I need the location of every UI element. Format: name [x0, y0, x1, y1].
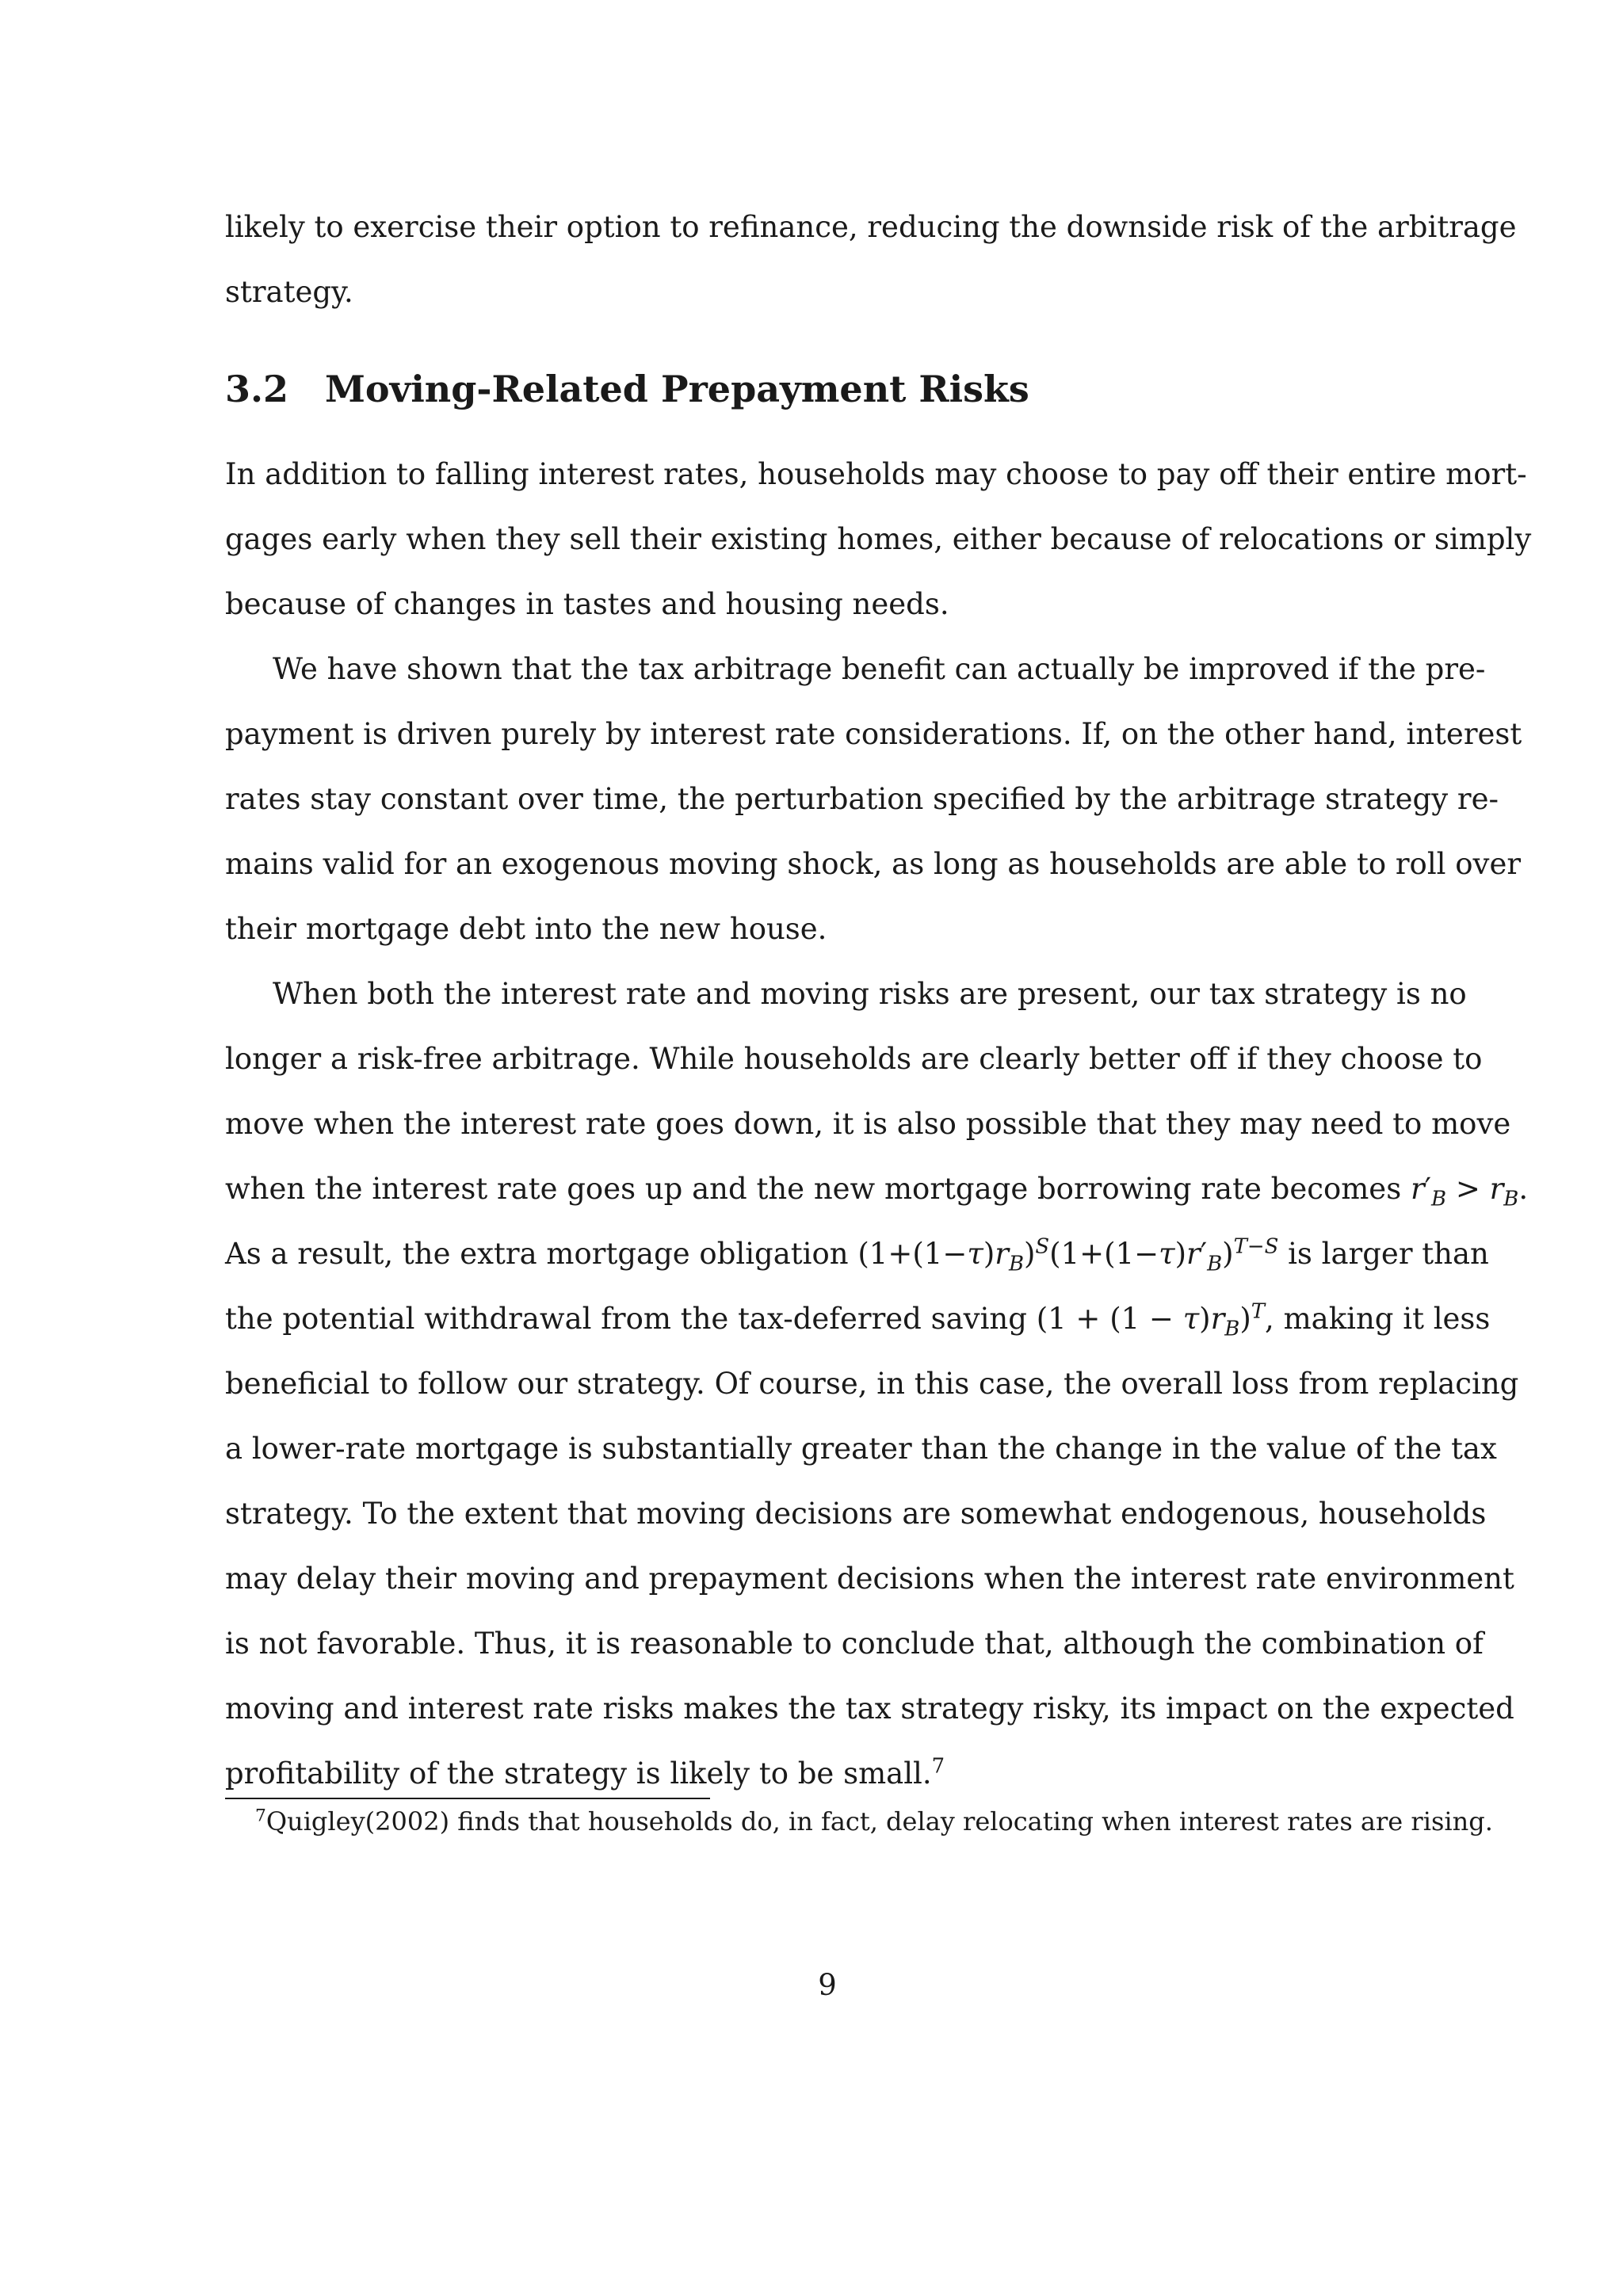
text-span: when the interest rate goes up and the new mortgage borrowing rate becomes [225, 1172, 1411, 1206]
text-line: When both the interest rate and moving risks are present, our tax strategy is no [273, 977, 1467, 1011]
text-line: because of changes in tastes and housing needs. [225, 587, 949, 621]
text-line: a lower-rate mortgage is substantially greater than the change in the value of the tax [225, 1432, 1497, 1466]
text-line: payment is driven purely by interest rate considerations. If, on the other hand, interest [225, 717, 1522, 751]
paper-page [225, 0, 1532, 2296]
footnote-rule [225, 1798, 710, 1799]
text-line-with-math [225, 1172, 1529, 1211]
inline-math: $(1 + (1 - \tau)r_B)^T$ [1036, 1299, 1266, 1341]
text-line: their mortgage debt into the new house. [225, 912, 827, 946]
inline-math: $(1+(1-\tau)r_B)^S(1+(1-\tau)r'_B)^{T-S}$ [857, 1234, 1279, 1276]
section-heading [225, 368, 1029, 410]
text-line: longer a risk-free arbitrage. While households are clearly better off if they choose to [225, 1042, 1483, 1076]
text-line-with-math [225, 1234, 1489, 1276]
text-line: rates stay constant over time, the perturbation specified by the arbitrage strategy re- [225, 782, 1499, 816]
text-line: We have shown that the tax arbitrage benefit can actually be improved if the pre- [273, 652, 1486, 686]
page-number: 9 [818, 1968, 837, 2002]
text-span: , making it less [1265, 1302, 1491, 1336]
text-line: mains valid for an exogenous moving shock, as long as households are able to roll over [225, 847, 1522, 881]
text-line: beneficial to follow our strategy. Of course, in this case, the overall loss from replacing [225, 1367, 1519, 1401]
text-line: is not favorable. Thus, it is reasonable to conclude that, although the combination of [225, 1627, 1484, 1661]
text-line: moving and interest rate risks makes the tax strategy risky, its impact on the expected [225, 1691, 1514, 1726]
text-line-with-math [225, 1299, 1491, 1341]
section-number: 3.2 [225, 368, 289, 410]
text-span: is larger than [1278, 1237, 1489, 1271]
text-span: profitability of the strategy is likely to be small. [225, 1756, 932, 1791]
section-title: Moving-Related Prepayment Risks [325, 368, 1029, 410]
text-line: may delay their moving and prepayment decisions when the interest rate environment [225, 1562, 1514, 1596]
text-line: likely to exercise their option to refinance, reducing the downside risk of the arbitrage [225, 210, 1517, 244]
text-line: In addition to falling interest rates, households may choose to pay off their entire mort- [225, 457, 1527, 491]
footnote [255, 1806, 1493, 1836]
inline-math: $r'_B > r_B$. [1410, 1172, 1529, 1211]
text-span: the potential withdrawal from the tax-deferred saving [225, 1302, 1037, 1336]
text-line: strategy. [225, 275, 353, 309]
text-span: As a result, the extra mortgage obligation [225, 1237, 858, 1271]
text-line: strategy. To the extent that moving decisions are somewhat endogenous, households [225, 1497, 1487, 1531]
text-line: move when the interest rate goes down, it is also possible that they may need to move [225, 1107, 1511, 1141]
text-line [225, 1754, 1430, 1791]
footnote-number: 7 [255, 1806, 266, 1826]
footnote-text: Quigley(2002) finds that households do, in fact, delay relocating when interest rates are rising. [265, 1806, 1493, 1836]
text-line: gages early when they sell their existing homes, either because of relocations or simply [225, 522, 1532, 556]
footnote-marker: 7 [931, 1754, 945, 1779]
